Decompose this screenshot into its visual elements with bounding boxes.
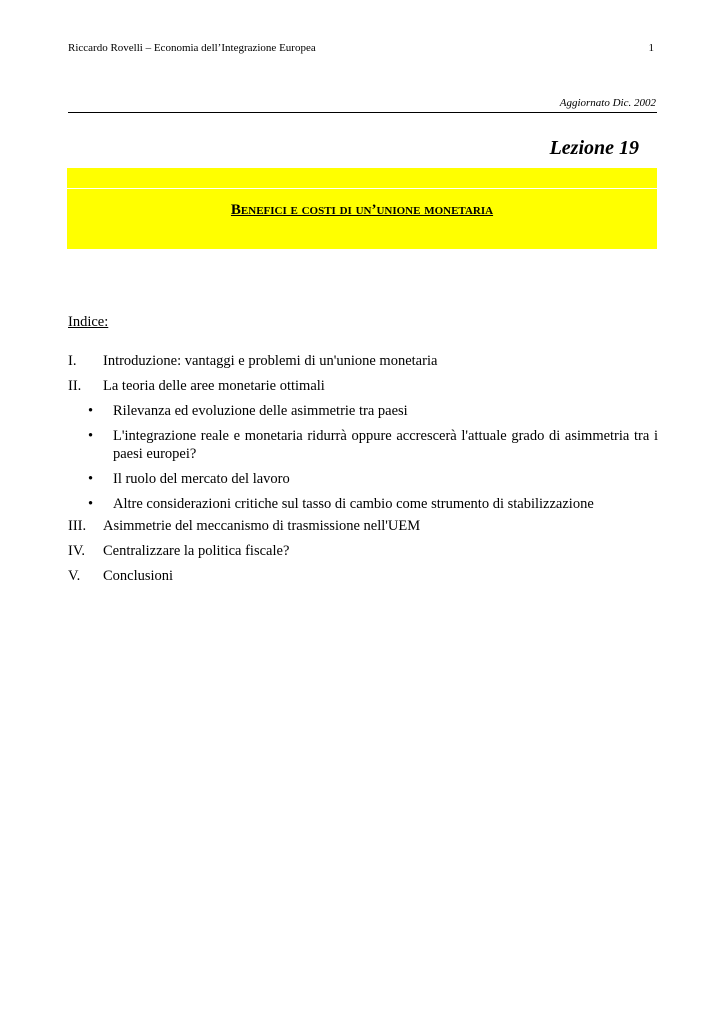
toc-item-2 bbox=[68, 377, 658, 395]
table-of-contents bbox=[68, 352, 658, 585]
bullet-icon: • bbox=[88, 428, 94, 444]
toc-item-4 bbox=[68, 542, 658, 560]
toc-subitem bbox=[68, 495, 658, 513]
toc-item-5 bbox=[68, 567, 658, 585]
toc-item-1 bbox=[68, 352, 658, 370]
index-heading: Indice: bbox=[68, 314, 109, 330]
toc-item-3 bbox=[68, 517, 658, 535]
toc-subtext: Altre considerazioni critiche sul tasso di cambio come strumento di stabilizzazione bbox=[113, 496, 594, 512]
title-banner bbox=[67, 168, 657, 249]
toc-text: Introduzione: vantaggi e problemi di un'unione monetaria bbox=[103, 353, 438, 369]
toc-subitem bbox=[68, 470, 658, 488]
toc-text: La teoria delle aree monetarie ottimali bbox=[103, 378, 325, 394]
header-rule bbox=[68, 112, 657, 113]
toc-subtext: L'integrazione reale e monetaria ridurrà oppure accrescerà l'attuale grado di asimmetria tra i paesi europei? bbox=[113, 428, 658, 462]
bullet-icon: • bbox=[88, 471, 94, 487]
running-header: Riccardo Rovelli – Economia dell’Integrazione Europea bbox=[68, 42, 316, 54]
toc-text: Asimmetrie del meccanismo di trasmissione nell'UEM bbox=[103, 518, 421, 534]
banner-divider bbox=[67, 188, 657, 189]
toc-number: IV. bbox=[68, 543, 86, 559]
bullet-icon: • bbox=[88, 496, 94, 512]
toc-number: III. bbox=[68, 518, 87, 534]
page-number: 1 bbox=[648, 42, 654, 54]
toc-number: I. bbox=[68, 353, 77, 369]
lesson-number: Lezione 19 bbox=[549, 137, 639, 159]
toc-subtext: Rilevanza ed evoluzione delle asimmetrie tra paesi bbox=[113, 403, 408, 419]
toc-subitem bbox=[68, 402, 658, 420]
toc-subtext: Il ruolo del mercato del lavoro bbox=[113, 471, 290, 487]
bullet-icon: • bbox=[88, 403, 94, 419]
document-title: Benefici e costi di un’unione monetaria bbox=[230, 202, 494, 218]
toc-number: V. bbox=[68, 568, 81, 584]
toc-subitem bbox=[68, 427, 658, 463]
toc-text: Conclusioni bbox=[103, 568, 174, 584]
toc-number: II. bbox=[68, 378, 82, 394]
toc-text: Centralizzare la politica fiscale? bbox=[103, 543, 290, 559]
update-date: Aggiornato Dic. 2002 bbox=[559, 97, 656, 109]
